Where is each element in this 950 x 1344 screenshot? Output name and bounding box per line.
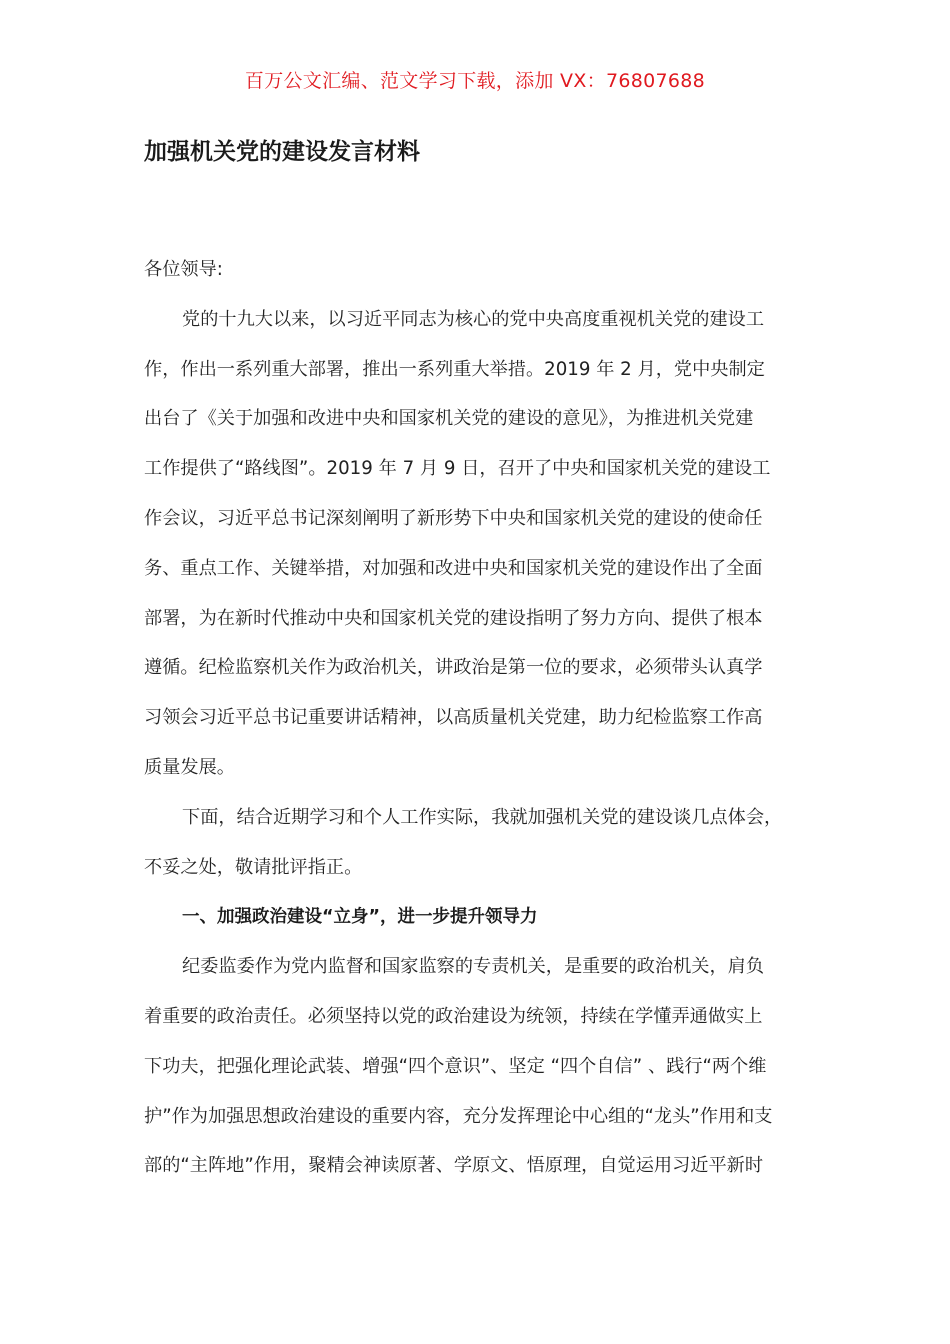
paragraph-line: 务、重点工作、关键举措，对加强和改进中央和国家机关党的建设作出了全面 [144,557,763,579]
paragraph-line: 下功夫，把强化理论武装、增强“四个意识”、坚定 “四个自信” 、践行“两个维 [144,1055,767,1077]
paragraph-line: 护”作为加强思想政治建设的重要内容，充分发挥理论中心组的“龙头”作用和支 [144,1105,773,1127]
paragraph-line: 遵循。纪检监察机关作为政治机关，讲政治是第一位的要求，必须带头认真学 [144,657,763,679]
promo-banner: 百万公文汇编、范文学习下载，添加 VX：76807688 [244,70,706,92]
paragraph-line: 习领会习近平总书记重要讲话精神，以高质量机关党建，助力纪检监察工作高 [144,707,763,729]
paragraph-line: 不妥之处，敬请批评指正。 [144,856,363,878]
section-heading: 一、加强政治建设“立身”，进一步提升领导力 [182,907,538,928]
document-title: 加强机关党的建设发言材料 [144,138,420,165]
paragraph-line: 质量发展。 [144,756,235,778]
paragraph-line: 着重要的政治责任。必须坚持以党的政治建设为统领，持续在学懂弄通做实上 [144,1005,763,1027]
paragraph-line: 工作提供了“路线图”。2019 年 7 月 9 日，召开了中央和国家机关党的建设工 [144,458,771,480]
paragraph-line: 作，作出一系列重大部署，推出一系列重大举措。2019 年 2 月，党中央制定 [144,358,765,380]
paragraph-line: 部署，为在新时代推动中央和国家机关党的建设指明了努力方向、提供了根本 [144,607,763,629]
salutation: 各位领导: [144,259,223,280]
paragraph-line: 纪委监委作为党内监督和国家监察的专责机关，是重要的政治机关，肩负 [182,956,765,978]
paragraph-line: 下面，结合近期学习和个人工作实际，我就加强机关党的建设谈几点体会， [182,806,783,828]
paragraph-line: 出台了《关于加强和改进中央和国家机关党的建设的意见》，为推进机关党建 [144,408,754,430]
paragraph-line: 作会议，习近平总书记深刻阐明了新形势下中央和国家机关党的建设的使命任 [144,507,763,529]
paragraph-line: 部的“主阵地”作用，聚精会神读原著、学原文、悟原理，自觉运用习近平新时 [144,1155,764,1177]
document-body [144,255,824,1201]
paragraph-line: 党的十九大以来，以习近平同志为核心的党中央高度重视机关党的建设工 [182,308,765,330]
